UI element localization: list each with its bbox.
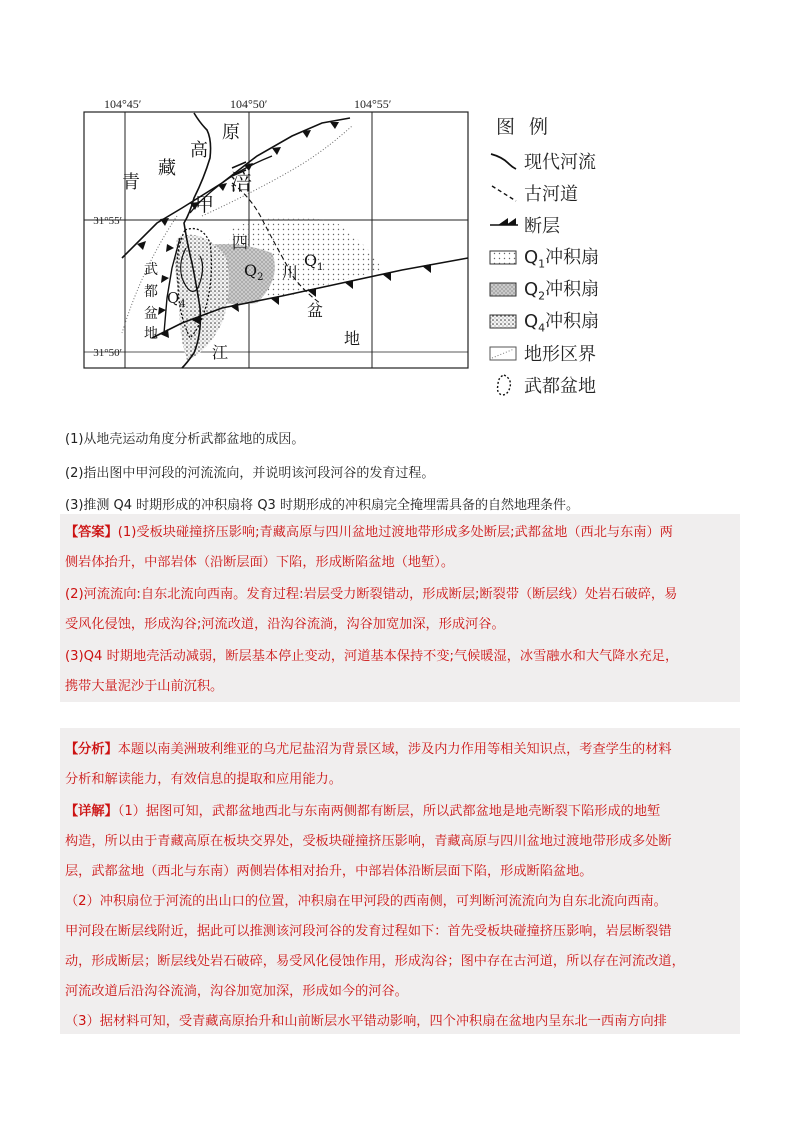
label-pen: 盆	[307, 301, 324, 320]
lon-label-2: 104°50′	[230, 98, 268, 111]
answer-line-2: 侧岩体抬升，中部岩体（沿断层面）下陷，形成断陷盆地（地堑）。	[65, 555, 455, 570]
label-gao: 高	[190, 140, 208, 161]
legend-item-terrain-boundary: 地形区界	[488, 337, 648, 369]
legend-item-q4-fan: $Q_4$冲积扇	[488, 305, 648, 337]
answer-line-6: 携带大量泥沙于山前沉积。	[65, 679, 224, 694]
fault-icon	[488, 213, 524, 237]
question-3: (3)推测 Q4 时期形成的冲积扇将 Q3 时期形成的冲积扇完全掩埋需具备的自然地理条件。	[65, 498, 579, 513]
question-1: (1)从地壳运动角度分析武都盆地的成因。	[65, 432, 305, 447]
river-icon	[488, 149, 524, 173]
legend-item-wudu-basin: 武都盆地	[488, 369, 648, 401]
terrain-boundary-icon	[488, 341, 524, 365]
label-pen2: 盆	[144, 306, 158, 322]
detail-line-2: 构造，所以由于青藏高原在板块交界处，受板块碰撞挤压影响，青藏高原与四川盆地过渡地带形成多处断	[65, 834, 672, 849]
lat-label-2: 31°50′	[93, 347, 122, 359]
label-q4: $Q_4$	[167, 289, 186, 310]
legend-title: 图例	[496, 116, 563, 138]
detail-line-8: （3）据材料可知，受青藏高原抬升和山前断层水平错动影响，四个冲积扇在盆地内呈东北一西南方向排	[65, 1014, 667, 1029]
wudu-basin-icon	[488, 373, 524, 397]
geologic-map	[82, 98, 482, 398]
label-jiang: 江	[212, 343, 229, 362]
q2-fan-icon	[488, 277, 524, 301]
label-chuan: 川	[282, 263, 299, 282]
lat-label-1: 31°55′	[93, 215, 122, 227]
legend-item-q2-fan: $Q_2$冲积扇	[488, 273, 648, 305]
analysis-line-1: 【分析】本题以南美洲玻利维亚的乌尤尼盐沼为背景区域，涉及内力作用等相关知识点，考查学生的材料	[65, 742, 672, 757]
detail-line-4: （2）冲积扇位于河流的出山口的位置，冲积扇在甲河段的西南侧，可判断河流流向为自东北流向西南。	[65, 894, 667, 909]
answer-line-3: (2)河流流向:自东北流向西南。发育过程:岩层受力断裂错动，形成断层;断裂带（断层线）处岩石破碎，易	[65, 587, 678, 602]
detail-line-5: 甲河段在断层线附近，据此可以推测该河段河谷的发育过程如下：首先受板块碰撞挤压影响，岩层断裂错	[65, 924, 672, 939]
legend-item-fault: 断层	[488, 209, 648, 241]
legend-item-river: 现代河流	[488, 145, 648, 177]
q1-fan-icon	[488, 245, 524, 269]
label-zang: 藏	[158, 158, 176, 179]
legend-item-q1-fan: $Q_1$冲积扇	[488, 241, 648, 273]
label-di2: 地	[144, 326, 158, 342]
analysis-line-2: 分析和解读能力，有效信息的提取和应用能力。	[65, 772, 342, 787]
label-fu: 涪	[230, 171, 253, 196]
label-q2: $Q_2$	[244, 261, 264, 283]
label-jia: 甲	[195, 194, 215, 216]
q4-fan-icon	[488, 309, 524, 333]
label-q1: $Q_1$	[304, 251, 324, 273]
lon-label-3: 104°55′	[354, 98, 392, 111]
detail-line-1: 【详解】（1）据图可知，武都盆地西北与东南两侧都有断层，所以武都盆地是地壳断裂下陷形成的地堑	[65, 804, 661, 819]
detail-line-7: 河流改道后沿沟谷流淌，沟谷加宽加深，形成如今的河谷。	[65, 984, 408, 999]
legend-item-ancient-river: 古河道	[488, 177, 648, 209]
label-si: 四	[232, 233, 249, 252]
answer-line-4: 受风化侵蚀，形成沟谷;河流改道，沿沟谷流淌，沟谷加宽加深，形成河谷。	[65, 617, 505, 632]
detail-line-6: 动，形成断层；断层线处岩石破碎，易受风化侵蚀作用，形成沟谷；图中存在古河道，所以存在河流改道，	[65, 954, 685, 969]
map-legend	[488, 112, 648, 401]
detail-line-3: 层，武都盆地（西北与东南）两侧岩体相对抬升，中部岩体沿断层面下陷，形成断陷盆地。	[65, 864, 593, 879]
ancient-river-icon	[488, 181, 524, 205]
label-yuan: 原	[222, 122, 240, 143]
lon-label-1: 104°45′	[104, 98, 142, 111]
label-wu: 武	[144, 262, 158, 278]
label-qing: 青	[122, 172, 140, 193]
answer-line-1: 【答案】(1)受板块碰撞挤压影响;青藏高原与四川盆地过渡地带形成多处断层;武都盆地（西北与东南）两	[65, 525, 673, 540]
label-di: 地	[344, 329, 361, 348]
answer-background	[60, 514, 740, 702]
label-du: 都	[144, 284, 158, 300]
question-2: (2)指出图中甲河段的河流流向，并说明该河段河谷的发育过程。	[65, 466, 435, 481]
answer-line-5: (3)Q4 时期地壳活动减弱，断层基本停止变动，河道基本保持不变;气候暖湿，冰雪融水和大气降水充足，	[65, 649, 679, 664]
